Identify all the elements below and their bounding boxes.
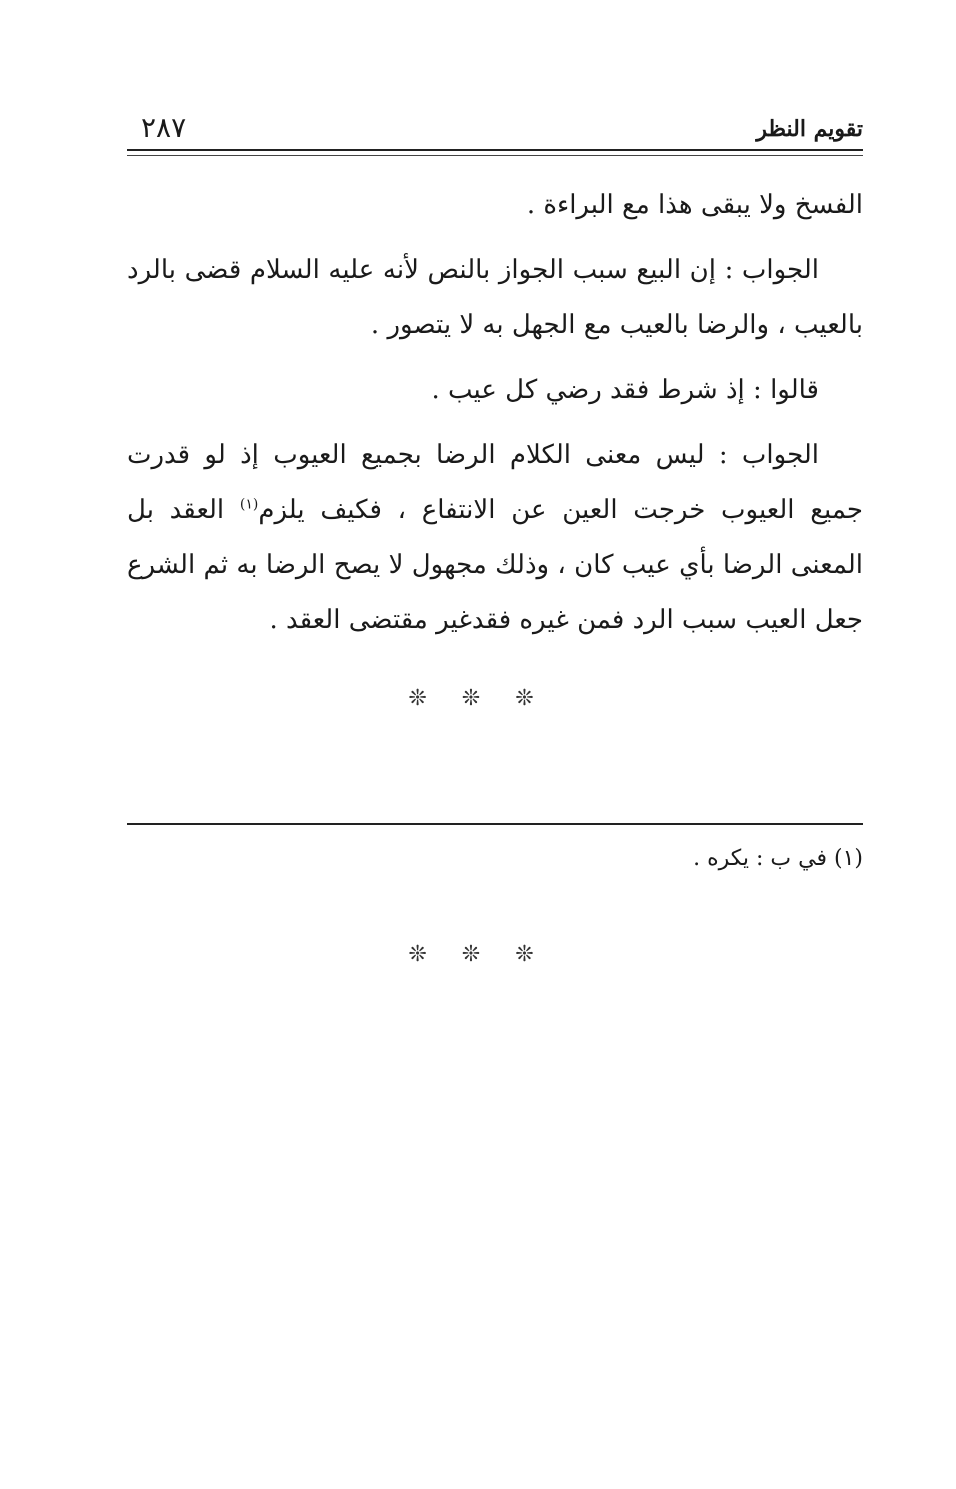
- footnote-separator: [127, 823, 863, 825]
- paragraph-2: الجواب : إن البيع سبب الجواز بالنص لأنه عليه السلام قضى بالرد بالعيب ، والرضا بالعيب مع الجهل به لا يتصور .: [127, 255, 863, 340]
- main-text: [127, 178, 863, 658]
- footnote-marker: (١): [239, 496, 259, 513]
- page-number: ٢٨٧: [141, 111, 187, 144]
- paragraph-4-part-2: العقد بل المعنى الرضا بأي عيب كان ، وذلك مجهول لا يصح الرضا به ثم الشرع جعل العيب سبب الرد فمن غيره فقدغير مقتضى العقد .: [127, 495, 863, 635]
- section-divider-ornament: ❊ ❊ ❊: [408, 686, 548, 711]
- page-header: [127, 110, 863, 146]
- paragraph-4-part-1: الجواب : ليس معنى الكلام الرضا بجميع العيوب إذ لو قدرت جميع العيوب خرجت العين عن الانتفاع ، فكيف يلزم: [127, 440, 863, 525]
- paragraph-1: الفسخ ولا يبقى هذا مع البراءة .: [526, 190, 863, 220]
- header-rule: [127, 149, 863, 151]
- header-rule-secondary: [127, 155, 863, 156]
- paragraph-3: قالوا : إذ شرط فقد رضي كل عيب .: [431, 375, 819, 405]
- footnote-1: (١) في ب : يكره .: [693, 846, 863, 871]
- paragraph-4: [127, 428, 863, 648]
- footnote-divider-ornament: ❊ ❊ ❊: [408, 942, 548, 967]
- running-title: تقويم النظر: [756, 116, 863, 142]
